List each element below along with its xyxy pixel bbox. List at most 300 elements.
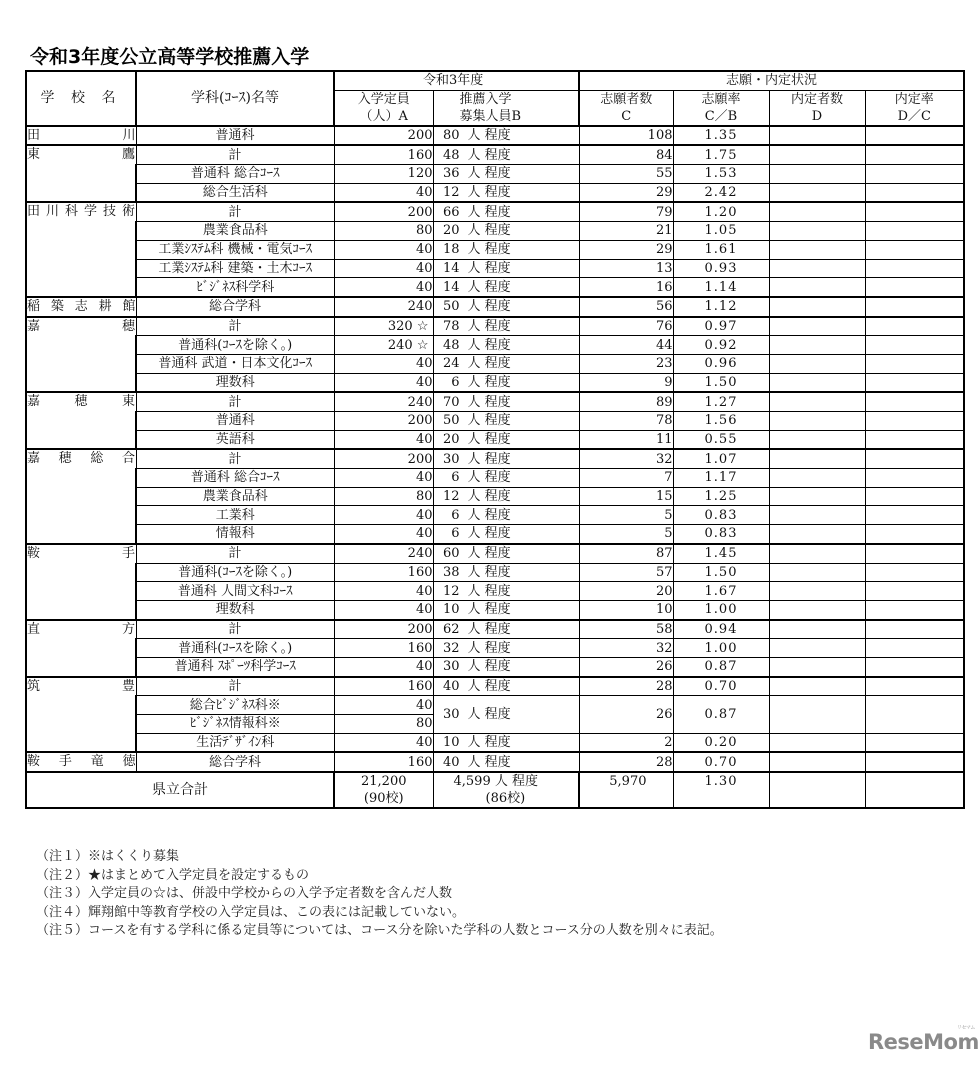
- department-name: 総合学科: [136, 297, 334, 317]
- header-group-r3: 令和3年度: [334, 71, 579, 90]
- capacity-cell: 40: [334, 259, 433, 278]
- applicant-rate-cell: 1.61: [673, 240, 769, 259]
- capacity-cell: 40: [334, 373, 433, 392]
- department-name: 計: [136, 392, 334, 411]
- recruit-cell: 24 人 程度: [433, 354, 579, 373]
- capacity-cell: 80: [334, 715, 433, 734]
- school-name: 筑 豊: [26, 677, 136, 753]
- table-row: [26, 222, 964, 241]
- applicants-cell: 16: [579, 278, 673, 297]
- applicants-cell: 10: [579, 600, 673, 619]
- offers-cell: [769, 657, 865, 676]
- applicants-cell: 26: [579, 657, 673, 676]
- applicant-rate-cell: 0.96: [673, 354, 769, 373]
- total-offers: [769, 772, 865, 808]
- offers-cell: [769, 183, 865, 202]
- offer-rate-cell: [865, 733, 964, 752]
- applicant-rate-cell: 1.50: [673, 373, 769, 392]
- applicants-cell: 76: [579, 317, 673, 336]
- applicant-rate-cell: 1.53: [673, 165, 769, 184]
- applicants-cell: 5: [579, 525, 673, 544]
- header-applicant-rate: 志願率 C／B: [673, 90, 769, 126]
- capacity-cell: 40: [334, 278, 433, 297]
- header-recommend: 推薦入学 募集人員B: [433, 90, 579, 126]
- department-name: 普通科 武道・日本文化ｺｰｽ: [136, 354, 334, 373]
- applicant-rate-cell: 0.70: [673, 752, 769, 772]
- applicant-rate-cell: 0.93: [673, 259, 769, 278]
- applicant-rate-cell: 1.35: [673, 126, 769, 146]
- recruit-cell: 62 人 程度: [433, 620, 579, 639]
- offers-cell: [769, 506, 865, 525]
- table-row: [26, 639, 964, 658]
- department-name: 普通科(ｺｰｽを除く。): [136, 639, 334, 658]
- table-row: [26, 392, 964, 411]
- offer-rate-cell: [865, 544, 964, 563]
- applicant-rate-cell: 1.25: [673, 487, 769, 506]
- recruit-cell: 30 人 程度: [433, 657, 579, 676]
- table-row: [26, 506, 964, 525]
- table-row: [26, 525, 964, 544]
- applicant-rate-cell: 0.92: [673, 336, 769, 355]
- offer-rate-cell: [865, 202, 964, 221]
- recruit-cell: 80 人 程度: [433, 126, 579, 146]
- capacity-cell: 200: [334, 126, 433, 146]
- department-name: 農業食品科: [136, 487, 334, 506]
- header-group-status: 志願・内定状況: [579, 71, 964, 90]
- applicant-rate-cell: 0.97: [673, 317, 769, 336]
- page-title: 令和3年度公立高等学校推薦入学: [30, 46, 310, 68]
- capacity-cell: 80: [334, 487, 433, 506]
- applicant-rate-cell: 1.56: [673, 412, 769, 431]
- capacity-cell: 160: [334, 752, 433, 772]
- applicants-cell: 21: [579, 222, 673, 241]
- applicant-rate-cell: 1.00: [673, 639, 769, 658]
- applicants-cell: 55: [579, 165, 673, 184]
- applicants-cell: 2: [579, 733, 673, 752]
- applicant-rate-cell: 1.45: [673, 544, 769, 563]
- applicant-rate-cell: 1.75: [673, 145, 769, 164]
- offers-cell: [769, 544, 865, 563]
- capacity-cell: 200: [334, 449, 433, 468]
- department-name: 普通科 総合ｺｰｽ: [136, 165, 334, 184]
- applicant-rate-cell: 1.14: [673, 278, 769, 297]
- offer-rate-cell: [865, 600, 964, 619]
- table-body: [26, 126, 964, 772]
- table-row: [26, 278, 964, 297]
- recruit-cell: 66 人 程度: [433, 202, 579, 221]
- department-name: 普通科 総合ｺｰｽ: [136, 469, 334, 488]
- applicant-rate-cell: 0.94: [673, 620, 769, 639]
- applicant-rate-cell: 1.00: [673, 600, 769, 619]
- applicants-cell: 23: [579, 354, 673, 373]
- offers-cell: [769, 126, 865, 146]
- applicant-rate-cell: 0.87: [673, 657, 769, 676]
- department-name: 生活ﾃﾞｻﾞｲﾝ科: [136, 733, 334, 752]
- offers-cell: [769, 487, 865, 506]
- offer-rate-cell: [865, 259, 964, 278]
- department-name: 理数科: [136, 373, 334, 392]
- offer-rate-cell: [865, 278, 964, 297]
- recruit-cell: 6 人 程度: [433, 373, 579, 392]
- offer-rate-cell: [865, 639, 964, 658]
- footnotes: [36, 848, 723, 941]
- capacity-cell: 240 ☆: [334, 336, 433, 355]
- applicant-rate-cell: 1.12: [673, 297, 769, 317]
- offer-rate-cell: [865, 297, 964, 317]
- applicants-cell: 57: [579, 563, 673, 582]
- header-department: 学科(ｺｰｽ)名等: [136, 71, 334, 126]
- table-row: [26, 183, 964, 202]
- applicants-cell: 9: [579, 373, 673, 392]
- recruit-cell: 20 人 程度: [433, 430, 579, 449]
- header-group-row: [26, 71, 964, 90]
- department-name: 理数科: [136, 600, 334, 619]
- applicants-cell: 20: [579, 582, 673, 601]
- applicants-cell: 15: [579, 487, 673, 506]
- offers-cell: [769, 278, 865, 297]
- capacity-cell: 40: [334, 600, 433, 619]
- applicant-rate-cell: 0.70: [673, 677, 769, 696]
- applicants-cell: 28: [579, 752, 673, 772]
- capacity-cell: 40: [334, 657, 433, 676]
- department-name: 工業ｼｽﾃﾑ科 建築・土木ｺｰｽ: [136, 259, 334, 278]
- department-name: 情報科: [136, 525, 334, 544]
- applicants-cell: 58: [579, 620, 673, 639]
- offer-rate-cell: [865, 620, 964, 639]
- total-label: 県立合計: [26, 772, 334, 808]
- applicants-cell: 79: [579, 202, 673, 221]
- table-row: [26, 336, 964, 355]
- school-name: 嘉穂総合: [26, 449, 136, 543]
- recruit-cell: 14 人 程度: [433, 278, 579, 297]
- offers-cell: [769, 240, 865, 259]
- offer-rate-cell: [865, 183, 964, 202]
- header-capacity: 入学定員 （人）A: [334, 90, 433, 126]
- table-row: [26, 733, 964, 752]
- department-name: 農業食品科: [136, 222, 334, 241]
- offers-cell: [769, 412, 865, 431]
- table-row: [26, 657, 964, 676]
- resemom-logo: ReseMom リセマム: [868, 1025, 979, 1054]
- recruit-cell: 70 人 程度: [433, 392, 579, 411]
- offer-rate-cell: [865, 126, 964, 146]
- applicants-cell: 84: [579, 145, 673, 164]
- offer-rate-cell: [865, 449, 964, 468]
- capacity-cell: 80: [334, 222, 433, 241]
- capacity-cell: 200: [334, 202, 433, 221]
- table-row: [26, 563, 964, 582]
- recruit-cell: 20 人 程度: [433, 222, 579, 241]
- applicant-rate-cell: 0.87: [673, 696, 769, 733]
- applicant-rate-cell: 2.42: [673, 183, 769, 202]
- applicant-rate-cell: 1.50: [673, 563, 769, 582]
- table-row: [26, 430, 964, 449]
- offers-cell: [769, 317, 865, 336]
- offer-rate-cell: [865, 563, 964, 582]
- offer-rate-cell: [865, 506, 964, 525]
- offer-rate-cell: [865, 430, 964, 449]
- offers-cell: [769, 677, 865, 696]
- note-2: （注２）★はまとめて入学定員を設定するもの: [36, 867, 310, 883]
- offer-rate-cell: [865, 582, 964, 601]
- applicants-cell: 44: [579, 336, 673, 355]
- header-offers: 内定者数 D: [769, 90, 865, 126]
- table-row: [26, 752, 964, 772]
- capacity-cell: 320 ☆: [334, 317, 433, 336]
- offer-rate-cell: [865, 392, 964, 411]
- applicants-cell: 29: [579, 183, 673, 202]
- offers-cell: [769, 639, 865, 658]
- applicants-cell: 5: [579, 506, 673, 525]
- offer-rate-cell: [865, 222, 964, 241]
- recruit-cell: 12 人 程度: [433, 183, 579, 202]
- offer-rate-cell: [865, 657, 964, 676]
- total-row: [26, 772, 964, 808]
- applicants-cell: 29: [579, 240, 673, 259]
- applicant-rate-cell: 1.05: [673, 222, 769, 241]
- table-row: [26, 297, 964, 317]
- capacity-cell: 40: [334, 430, 433, 449]
- applicants-cell: 7: [579, 469, 673, 488]
- table-row: [26, 259, 964, 278]
- note-1: （注１）※はくくり募集: [36, 849, 180, 864]
- offers-cell: [769, 600, 865, 619]
- recruit-cell: 18 人 程度: [433, 240, 579, 259]
- department-name: 総合生活科: [136, 183, 334, 202]
- offers-cell: [769, 696, 865, 733]
- offers-cell: [769, 525, 865, 544]
- recruit-cell: 30 人 程度: [433, 449, 579, 468]
- applicants-cell: 108: [579, 126, 673, 146]
- capacity-cell: 40: [334, 354, 433, 373]
- applicants-cell: 78: [579, 412, 673, 431]
- capacity-cell: 240: [334, 544, 433, 563]
- table-row: [26, 145, 964, 164]
- school-name: 嘉 穂 東: [26, 392, 136, 449]
- recruit-cell: 60 人 程度: [433, 544, 579, 563]
- applicants-cell: 32: [579, 639, 673, 658]
- applicant-rate-cell: 0.20: [673, 733, 769, 752]
- recruit-cell: 50 人 程度: [433, 297, 579, 317]
- department-name: ﾋﾞｼﾞﾈｽ情報科※: [136, 715, 334, 734]
- capacity-cell: 40: [334, 240, 433, 259]
- department-name: 普通科(ｺｰｽを除く。): [136, 563, 334, 582]
- applicants-cell: 56: [579, 297, 673, 317]
- department-name: 普通科(ｺｰｽを除く。): [136, 336, 334, 355]
- capacity-cell: 40: [334, 696, 433, 715]
- recruit-cell: 32 人 程度: [433, 639, 579, 658]
- capacity-cell: 40: [334, 733, 433, 752]
- table-row: [26, 620, 964, 639]
- capacity-cell: 160: [334, 677, 433, 696]
- offers-cell: [769, 469, 865, 488]
- table-row: [26, 354, 964, 373]
- department-name: 普通科: [136, 412, 334, 431]
- table-row: [26, 544, 964, 563]
- recruit-cell: 12 人 程度: [433, 582, 579, 601]
- applicants-cell: 11: [579, 430, 673, 449]
- applicants-cell: 87: [579, 544, 673, 563]
- capacity-cell: 40: [334, 183, 433, 202]
- applicants-cell: 89: [579, 392, 673, 411]
- table-row: [26, 317, 964, 336]
- offers-cell: [769, 752, 865, 772]
- recruit-cell: 6 人 程度: [433, 525, 579, 544]
- offers-cell: [769, 373, 865, 392]
- offer-rate-cell: [865, 145, 964, 164]
- table-row: [26, 165, 964, 184]
- department-name: 計: [136, 449, 334, 468]
- note-3: （注３）入学定員の☆は、併設中学校からの入学予定者数を含んだ人数: [36, 886, 453, 901]
- offer-rate-cell: [865, 469, 964, 488]
- capacity-cell: 240: [334, 297, 433, 317]
- department-name: 計: [136, 145, 334, 164]
- applicant-rate-cell: 0.83: [673, 506, 769, 525]
- school-name: 嘉 穂: [26, 317, 136, 393]
- total-applicants: 5,970: [579, 772, 673, 808]
- capacity-cell: 40: [334, 525, 433, 544]
- recruit-cell: 48 人 程度: [433, 336, 579, 355]
- total-capacity: 21,200 (90校): [334, 772, 433, 808]
- total-rate: 1.30: [673, 772, 769, 808]
- department-name: 普通科 人間文科ｺｰｽ: [136, 582, 334, 601]
- offers-cell: [769, 259, 865, 278]
- offer-rate-cell: [865, 696, 964, 733]
- note-5: （注５）コースを有する学科に係る定員等については、コース分を除いた学科の人数とコース分の人数を別々に表記。: [36, 923, 723, 938]
- applicants-cell: 28: [579, 677, 673, 696]
- recruit-cell: 38 人 程度: [433, 563, 579, 582]
- applicant-rate-cell: 1.20: [673, 202, 769, 221]
- department-name: 計: [136, 677, 334, 696]
- applicant-rate-cell: 0.83: [673, 525, 769, 544]
- recruit-cell: 40 人 程度: [433, 677, 579, 696]
- school-name: 直 方: [26, 620, 136, 677]
- table-row: [26, 582, 964, 601]
- capacity-cell: 160: [334, 563, 433, 582]
- table-row: [26, 373, 964, 392]
- capacity-cell: 160: [334, 639, 433, 658]
- capacity-cell: 40: [334, 469, 433, 488]
- offer-rate-cell: [865, 240, 964, 259]
- header-offer-rate: 内定率 D／C: [865, 90, 964, 126]
- applicants-cell: 32: [579, 449, 673, 468]
- note-4: （注４）輝翔館中等教育学校の入学定員は、この表には記載していない。: [36, 904, 466, 920]
- recruit-cell: 10 人 程度: [433, 733, 579, 752]
- applicants-cell: 26: [579, 696, 673, 733]
- offers-cell: [769, 354, 865, 373]
- table-row: [26, 240, 964, 259]
- offers-cell: [769, 297, 865, 317]
- table-row: [26, 469, 964, 488]
- department-name: 計: [136, 202, 334, 221]
- table-row: [26, 600, 964, 619]
- school-name: 鞍手竜徳: [26, 752, 136, 772]
- offers-cell: [769, 563, 865, 582]
- offer-rate-cell: [865, 317, 964, 336]
- table-row: [26, 412, 964, 431]
- capacity-cell: 200: [334, 620, 433, 639]
- offers-cell: [769, 165, 865, 184]
- school-name: 鞍 手: [26, 544, 136, 620]
- applicants-cell: 13: [579, 259, 673, 278]
- department-name: 普通科 ｽﾎﾟｰﾂ科学ｺｰｽ: [136, 657, 334, 676]
- recruit-cell: 78 人 程度: [433, 317, 579, 336]
- department-name: 工業科: [136, 506, 334, 525]
- offer-rate-cell: [865, 677, 964, 696]
- capacity-cell: 40: [334, 506, 433, 525]
- offers-cell: [769, 620, 865, 639]
- offers-cell: [769, 392, 865, 411]
- capacity-cell: 160: [334, 145, 433, 164]
- department-name: 計: [136, 544, 334, 563]
- offers-cell: [769, 582, 865, 601]
- header-school: 学 校 名: [26, 71, 136, 126]
- offers-cell: [769, 202, 865, 221]
- recruit-cell: 36 人 程度: [433, 165, 579, 184]
- offers-cell: [769, 449, 865, 468]
- recruit-cell: 30 人 程度: [433, 696, 579, 733]
- school-name: 田川科学技術: [26, 202, 136, 296]
- capacity-cell: 120: [334, 165, 433, 184]
- offer-rate-cell: [865, 525, 964, 544]
- offer-rate-cell: [865, 354, 964, 373]
- recruit-cell: 6 人 程度: [433, 469, 579, 488]
- recruit-cell: 14 人 程度: [433, 259, 579, 278]
- admissions-table: [25, 70, 965, 809]
- offers-cell: [769, 430, 865, 449]
- department-name: 計: [136, 317, 334, 336]
- capacity-cell: 240: [334, 392, 433, 411]
- offers-cell: [769, 733, 865, 752]
- offer-rate-cell: [865, 412, 964, 431]
- department-name: 計: [136, 620, 334, 639]
- applicant-rate-cell: 1.67: [673, 582, 769, 601]
- school-name: 田 川: [26, 126, 136, 146]
- school-name: 東 鷹: [26, 145, 136, 202]
- table-row: [26, 202, 964, 221]
- table-row: [26, 487, 964, 506]
- department-name: 英語科: [136, 430, 334, 449]
- offer-rate-cell: [865, 752, 964, 772]
- capacity-cell: 200: [334, 412, 433, 431]
- table-row: [26, 126, 964, 146]
- recruit-cell: 6 人 程度: [433, 506, 579, 525]
- department-name: ﾋﾞｼﾞﾈｽ科学科: [136, 278, 334, 297]
- applicant-rate-cell: 1.17: [673, 469, 769, 488]
- school-name: 稲築志耕館: [26, 297, 136, 317]
- offers-cell: [769, 145, 865, 164]
- recruit-cell: 10 人 程度: [433, 600, 579, 619]
- recruit-cell: 40 人 程度: [433, 752, 579, 772]
- header-applicants: 志願者数 C: [579, 90, 673, 126]
- applicant-rate-cell: 1.07: [673, 449, 769, 468]
- recruit-cell: 48 人 程度: [433, 145, 579, 164]
- offer-rate-cell: [865, 487, 964, 506]
- offers-cell: [769, 336, 865, 355]
- table-row: [26, 677, 964, 696]
- table-row: [26, 449, 964, 468]
- department-name: 普通科: [136, 126, 334, 146]
- capacity-cell: 40: [334, 582, 433, 601]
- offers-cell: [769, 222, 865, 241]
- recruit-cell: 12 人 程度: [433, 487, 579, 506]
- total-offer-rate: [865, 772, 964, 808]
- department-name: 総合学科: [136, 752, 334, 772]
- table-row: [26, 696, 964, 715]
- offer-rate-cell: [865, 165, 964, 184]
- department-name: 工業ｼｽﾃﾑ科 機械・電気ｺｰｽ: [136, 240, 334, 259]
- offer-rate-cell: [865, 336, 964, 355]
